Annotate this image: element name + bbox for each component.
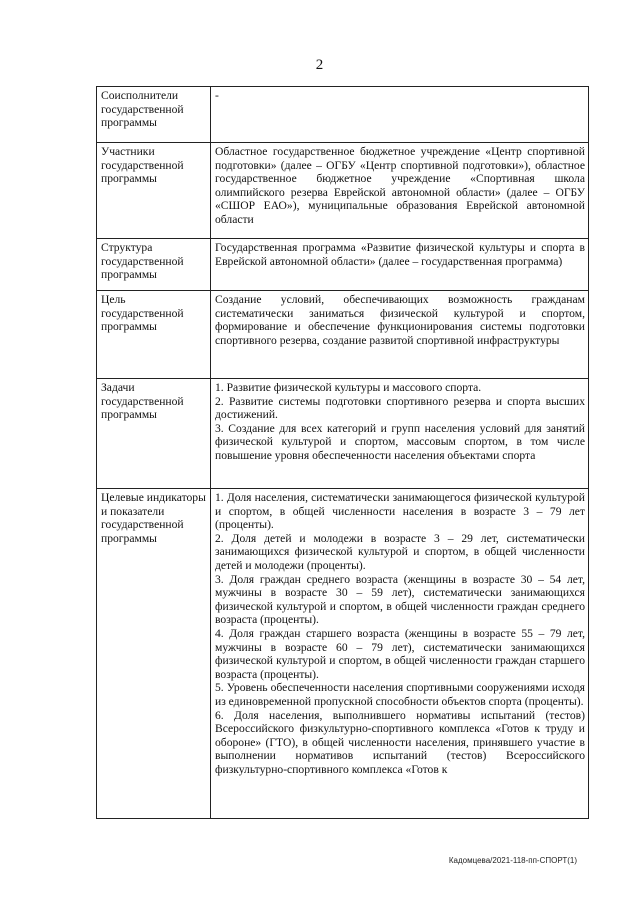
row-label: Цель государственной программы xyxy=(97,291,211,379)
row-value-paragraph: 5. Уровень обеспеченности населения спортивными сооружениями исходя из единовременной пропускной способности объектов спорта (проценты). xyxy=(215,681,585,708)
row-value-paragraph: 1. Развитие физической культуры и массового спорта. xyxy=(215,381,482,394)
table-row xyxy=(97,379,589,489)
row-value-paragraph: Создание условий, обеспечивающих возможность гражданам систематически заниматься физической культурой и спортом, формирование и обеспечение функционирования системы подготовки спортивного резерва, создание развитой спортивной инфраструктуры xyxy=(215,293,585,347)
row-value xyxy=(211,291,589,379)
row-value-paragraph: 2. Доля детей и молодежи в возрасте 3 – 29 лет, систематически занимающихся физической культурой и спортом, в общей численности детей и молодежи (проценты). xyxy=(215,531,585,572)
row-label: Соисполнители государственной программы xyxy=(97,87,211,143)
row-value-paragraph: - xyxy=(215,89,219,102)
row-value-paragraph: 3. Создание для всех категорий и групп населения условий для занятий физической культурой и спортом, массовым спортом, в том числе повышение уровня обеспеченности населения объектами спорта xyxy=(215,421,585,462)
row-value-paragraph: 6. Доля населения, выполнившего нормативы испытаний (тестов) Всероссийского физкультурно-спортивного комплекса «Готов к труду и обороне» (ГТО), в общей численности населения, принявшего участие в выполнении нормативов испытаний (тестов) Всероссийского физкультурно-спортивного комплекса «Готов к xyxy=(215,708,585,776)
row-value-paragraph: Областное государственное бюджетное учреждение «Центр спортивной подготовки» (далее – ОГБУ «Центр спортивной подготовки»), областное государственное бюджетное учреждение «Спортивная школа олимпийского резерва Еврейской автономной области» (далее – ОГБУ «СШОР ЕАО»), муниципальные образования Еврейской автономной области xyxy=(215,145,585,226)
table-row xyxy=(97,489,589,819)
row-value-paragraph: 4. Доля граждан старшего возраста (женщины в возрасте 55 – 79 лет, мужчины в возрасте 60 – 79 лет), систематически занимающихся физической культурой и спортом, в общей численности граждан старшего возраста (проценты). xyxy=(215,626,585,681)
row-value xyxy=(211,87,589,143)
row-value xyxy=(211,143,589,239)
row-value xyxy=(211,489,589,819)
table-row xyxy=(97,291,589,379)
document-code: Кадомцева/2021-118-пп-СПОРТ(1) xyxy=(448,856,577,865)
row-value-paragraph: 1. Доля населения, систематически занимающегося физической культурой и спортом, в общей численности населения в возрасте 3 – 79 лет (проценты). xyxy=(215,491,585,532)
table-row xyxy=(97,87,589,143)
row-label: Целевые индикаторы и показатели государственной программы xyxy=(97,489,211,819)
row-value-paragraph: Государственная программа «Развитие физической культуры и спорта в Еврейской автономной области» (далее – государственная программа) xyxy=(215,241,585,268)
row-value xyxy=(211,239,589,291)
table-row xyxy=(97,143,589,239)
row-label: Участники государственной программы xyxy=(97,143,211,239)
row-label: Задачи государственной программы xyxy=(97,379,211,489)
row-value-paragraph: 2. Развитие системы подготовки спортивного резерва и спорта высших достижений. xyxy=(215,394,585,422)
row-label: Структура государственной программы xyxy=(97,239,211,291)
table-row xyxy=(97,239,589,291)
row-value xyxy=(211,379,589,489)
row-value-paragraph: 3. Доля граждан среднего возраста (женщины в возрасте 30 – 54 лет, мужчины в возрасте 30 – 59 лет), систематически занимающихся физической культурой и спортом, в общей численности граждан среднего возраста (проценты). xyxy=(215,572,585,627)
page-number: 2 xyxy=(315,57,324,73)
program-passport-table xyxy=(96,86,589,819)
